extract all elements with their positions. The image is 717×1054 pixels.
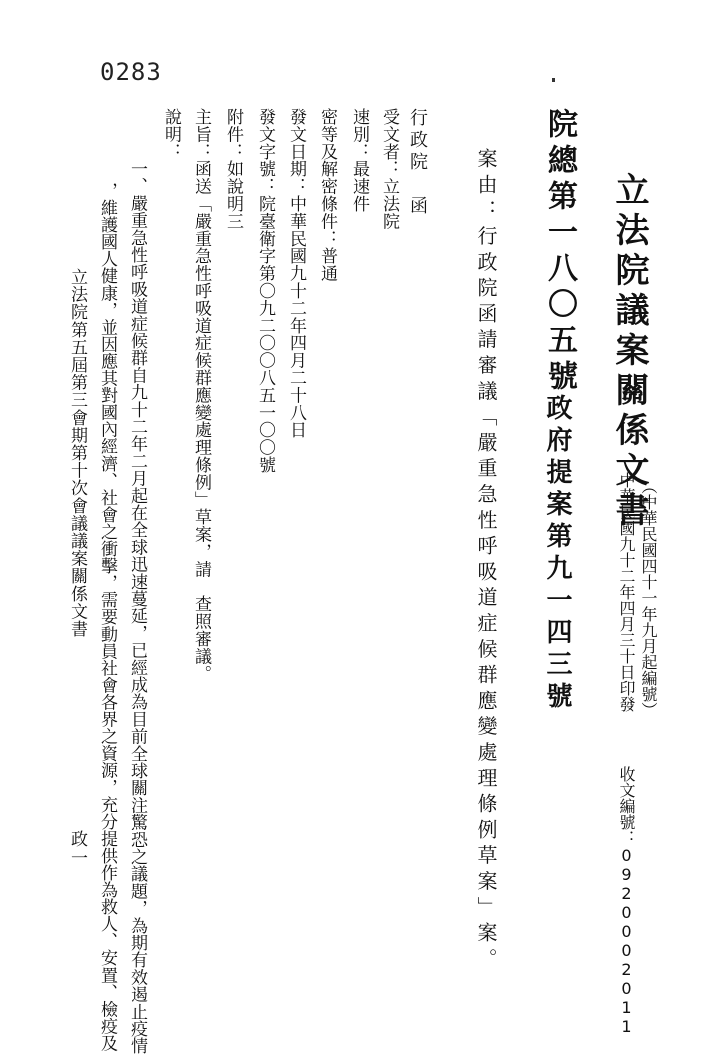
reference-field: 發文字號：院臺衛字第〇九二〇〇八五一〇〇號: [255, 108, 275, 474]
case-subject: 案由：行政院函請審議「嚴重急性呼吸道症候群應變處理條例草案」案。: [474, 148, 498, 974]
security-field: 密等及解密條件：普通: [317, 108, 337, 282]
explanation-line-1: 一、嚴重急性呼吸道症候群自九十二年二月起在全球迅速蔓延，已經成為目前全球關注驚恐之議題，為期有效遏止疫情: [127, 160, 147, 1054]
numbering-note: （中華民國四十一年九月起編號）: [639, 478, 658, 718]
explanation-line-2: ，維護國人健康，並因應其對國內經濟、社會之衝擊，需要動員社會各界之資源，充分提供作為救人、安置、檢疫及: [97, 182, 117, 1052]
receipt-number: 收文編號：0920002011: [617, 766, 636, 1036]
print-date: 中華民國九十二年四月三十日印發: [617, 472, 636, 712]
page-number: 0283: [100, 58, 162, 86]
purpose-field: 主旨：函送「嚴重急性呼吸道症候群應變處理條例」草案，請 查照審議。: [191, 108, 211, 683]
date-field: 發文日期：中華民國九十二年四月二十八日: [286, 108, 306, 439]
publication-footer: 立法院第五屆第三會期第十次會議議案關係文書: [67, 268, 87, 638]
speed-field: 速別：最速件: [349, 108, 369, 213]
recipient-field: 受文者：立法院: [379, 108, 399, 230]
attachment-field: 附件：如說明三: [223, 108, 243, 230]
document-title: 立法院議案關係文書: [609, 172, 649, 532]
document-number: 院總第一八〇五號: [542, 108, 577, 396]
proposal-number: 政府提案第九一四三號: [542, 394, 572, 714]
issuer: 行政院 函: [407, 108, 428, 218]
margin-mark: [552, 78, 555, 82]
explanation-label: 說明：: [161, 108, 181, 161]
page-label: 政一: [67, 830, 87, 868]
